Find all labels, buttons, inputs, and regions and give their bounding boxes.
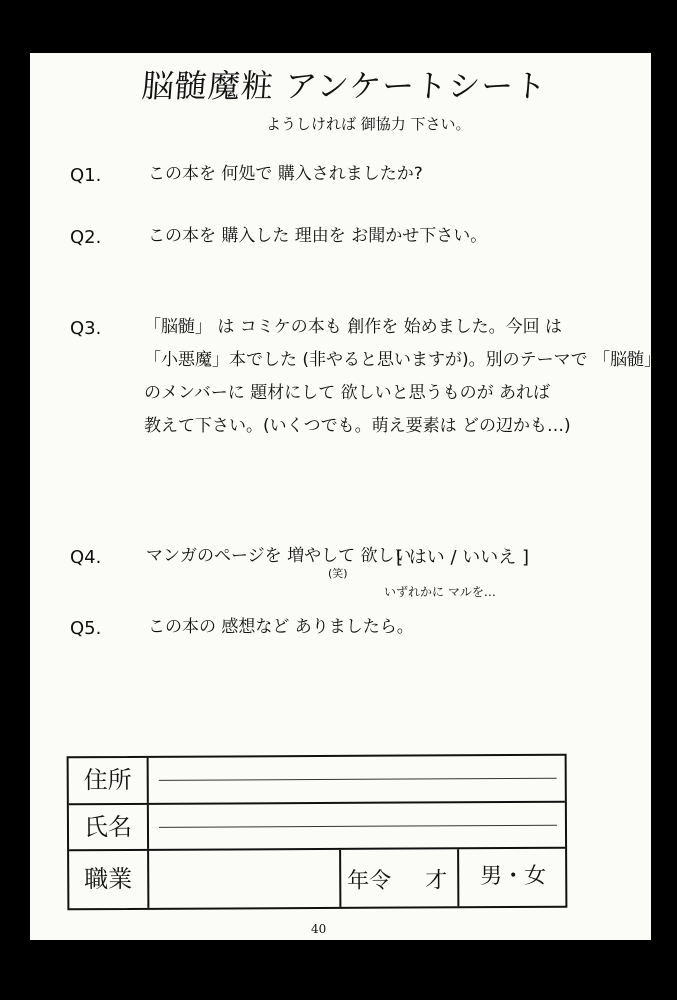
occupation-label: 職業 bbox=[69, 851, 149, 908]
question-3-number: Q3. bbox=[70, 318, 102, 339]
question-4-laugh: (笑) bbox=[328, 567, 348, 580]
page-subtitle: ようしければ 御協力 下さい。 bbox=[266, 115, 471, 133]
question-3-line-1: 「脳髄」 は コミケの本も 創作を 始めました。今回 は bbox=[144, 317, 563, 337]
address-write-line[interactable] bbox=[159, 778, 557, 781]
age-cell[interactable] bbox=[339, 849, 457, 907]
question-3-line-3: のメンバーに 題材にして 欲しいと思うものが あれば bbox=[144, 383, 551, 403]
question-2-text: この本を 購入した 理由を お聞かせ下さい。 bbox=[148, 226, 488, 246]
personal-info-form bbox=[67, 754, 568, 911]
question-3-line-2: 「小悪魔」本でした (非やると思いますが)。別のテーマで 「脳髄」 bbox=[144, 350, 662, 370]
sex-cell[interactable]: 男・女 bbox=[457, 849, 567, 907]
question-4-note: いずれかに マルを… bbox=[384, 585, 496, 599]
age-unit: 才 bbox=[425, 868, 448, 894]
name-label: 氏名 bbox=[69, 805, 149, 849]
question-3-text bbox=[144, 311, 661, 443]
age-label: 年令 bbox=[347, 868, 392, 894]
question-5-number: Q5. bbox=[70, 618, 102, 639]
question-1-number: Q1. bbox=[70, 165, 102, 186]
occupation-row bbox=[69, 849, 565, 909]
question-4-choices: [ はい / いいえ ] bbox=[396, 547, 529, 568]
address-row bbox=[69, 756, 565, 806]
questionnaire-page bbox=[30, 53, 662, 940]
address-label: 住所 bbox=[69, 758, 149, 803]
question-5-text: この本の 感想など ありましたら。 bbox=[148, 617, 414, 637]
question-3-line-4: 教えて下さい。(いくつでも。萌え要素は どの辺かも…) bbox=[144, 416, 571, 436]
page-title: 脳髄魔粧 アンケートシート bbox=[140, 67, 549, 105]
question-4-number: Q4. bbox=[70, 547, 102, 568]
question-2-number: Q2. bbox=[70, 227, 102, 248]
question-4-text: マンガのページを 増やして 欲しい bbox=[146, 546, 412, 566]
page-number: 40 bbox=[311, 922, 327, 936]
question-1-text: この本を 何処で 購入されましたか? bbox=[148, 164, 423, 184]
name-write-line[interactable] bbox=[159, 825, 557, 828]
name-row bbox=[69, 803, 565, 852]
